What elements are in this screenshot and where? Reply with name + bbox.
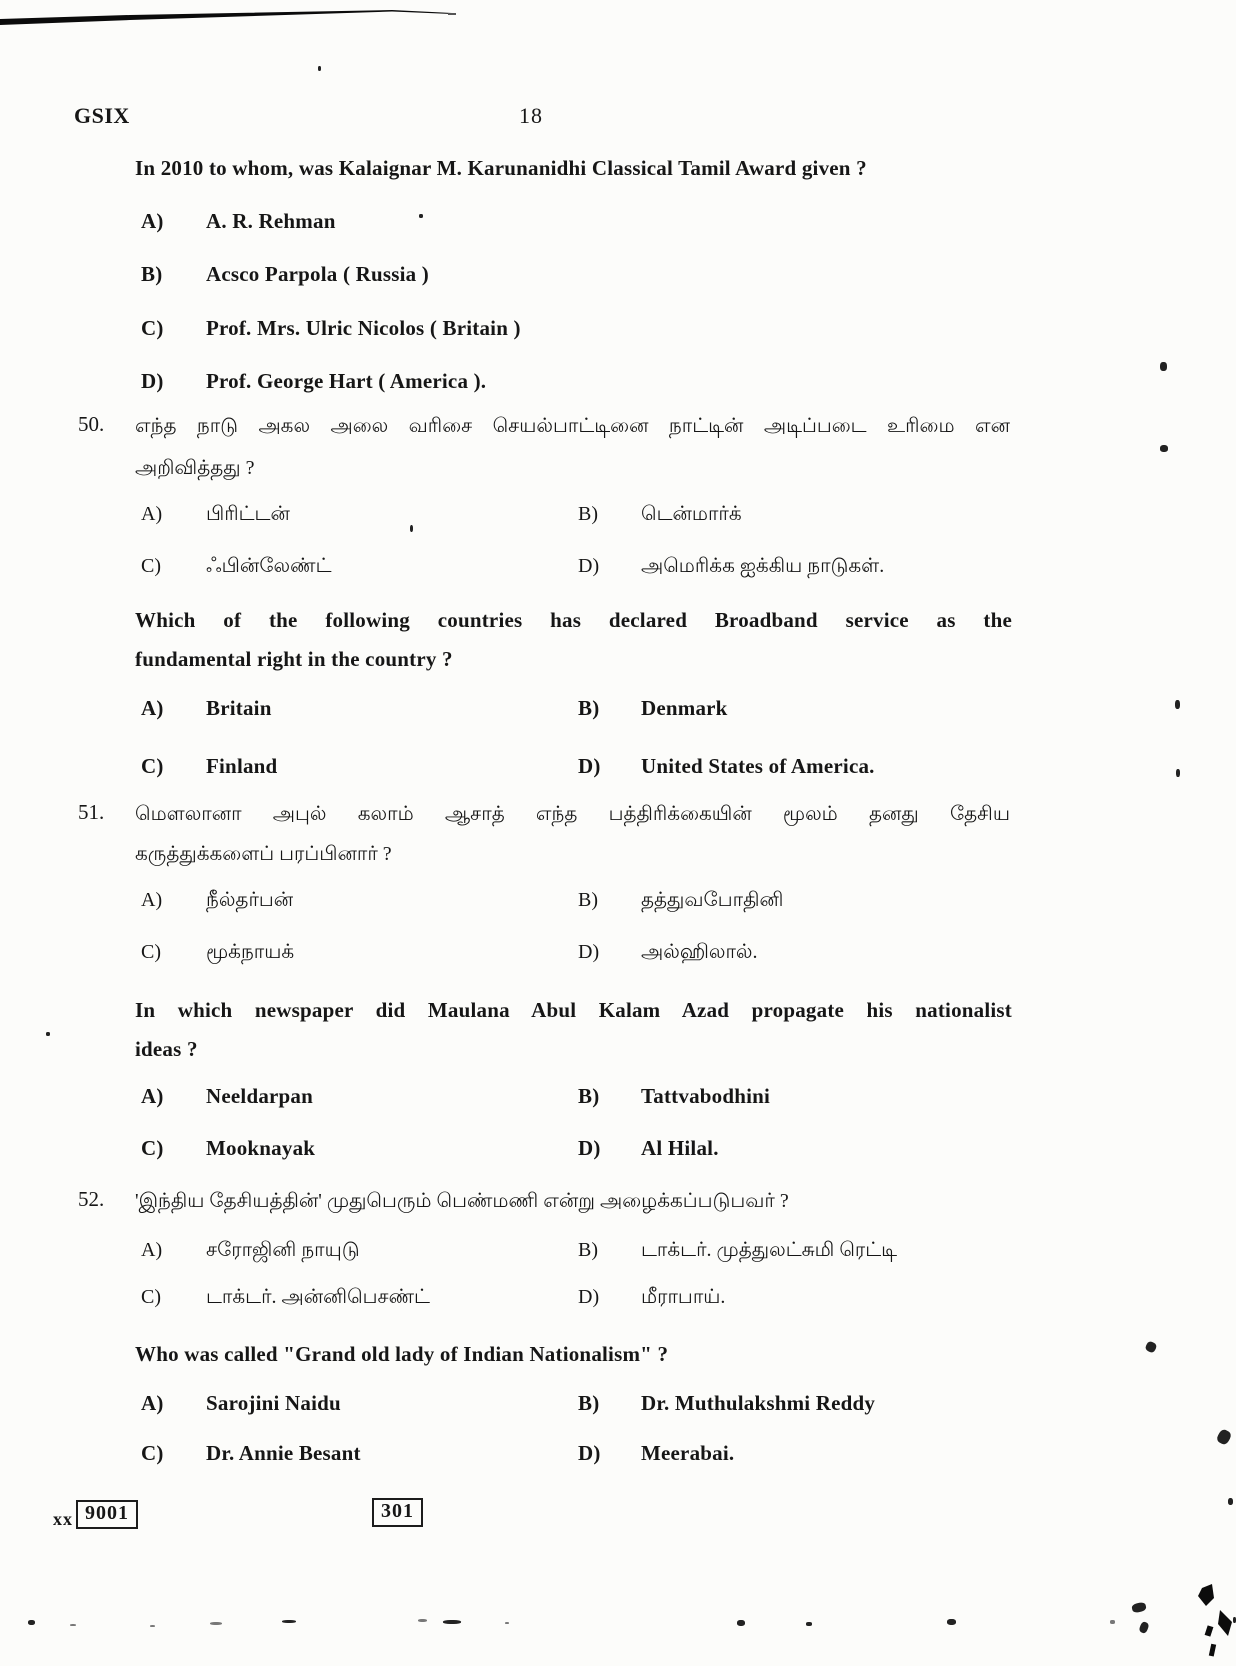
option-text: Prof. George Hart ( America ). bbox=[206, 369, 487, 393]
scan-speck bbox=[419, 214, 423, 218]
option-label: A) bbox=[141, 1239, 163, 1261]
scan-speck bbox=[1110, 1620, 1115, 1624]
option-label: C) bbox=[141, 1286, 161, 1308]
option-text: பிரிட்டன் bbox=[206, 503, 290, 525]
option-label: D) bbox=[578, 1441, 601, 1465]
q50-tamil-option-row-ab bbox=[0, 503, 1236, 537]
option-text: அல்ஹிலால். bbox=[641, 941, 758, 963]
footer-booklet-code-box bbox=[76, 1500, 138, 1529]
q52-english-option-row-ab bbox=[0, 1391, 1236, 1425]
question-51-english-line1: In which newspaper did Maulana Abul Kalam Azad propagate his nationalist bbox=[135, 998, 1012, 1022]
footer-prefix: xx bbox=[53, 1509, 73, 1529]
q51-tamil-option-row-cd bbox=[0, 941, 1236, 975]
option-label: B) bbox=[578, 696, 600, 720]
scan-speck bbox=[282, 1620, 296, 1623]
scan-speck bbox=[70, 1624, 76, 1626]
question-50-tamil-line1: எந்த நாடு அகல அலை வரிசை செயல்பாட்டினை நாட்டின் அடிப்படை உரிமை என bbox=[135, 415, 1010, 437]
option-label: D) bbox=[578, 754, 601, 778]
option-text: ஃபின்லேண்ட் bbox=[206, 555, 332, 577]
scan-speck bbox=[443, 1620, 461, 1624]
option-text: மீராபாய். bbox=[641, 1286, 726, 1308]
question-51-tamil-line1: மௌலானா அபுல் கலாம் ஆசாத் எந்த பத்திரிக்கையின் மூலம் தனது தேசிய bbox=[135, 803, 1010, 825]
option-text: டென்மார்க் bbox=[641, 503, 742, 525]
scan-speck bbox=[1144, 1340, 1157, 1353]
option-text: அமெரிக்க ஐக்கிய நாடுகள். bbox=[641, 555, 885, 577]
option-text: தத்துவபோதினி bbox=[641, 889, 784, 911]
option-label: B) bbox=[578, 1391, 600, 1415]
scan-artifact-top-line bbox=[0, 0, 520, 34]
scan-artifact-blob bbox=[1180, 1580, 1236, 1666]
scan-speck bbox=[947, 1619, 956, 1625]
option-text: Tattvabodhini bbox=[641, 1084, 771, 1108]
option-text: Meerabai. bbox=[641, 1441, 735, 1465]
scan-speck bbox=[150, 1625, 155, 1627]
option-text: United States of America. bbox=[641, 754, 875, 778]
q49-option-row-b bbox=[0, 262, 1236, 296]
scan-speck bbox=[1160, 445, 1168, 452]
option-label: B) bbox=[578, 503, 598, 525]
scan-speck bbox=[1138, 1621, 1149, 1634]
option-text: Mooknayak bbox=[206, 1136, 316, 1160]
footer-booklet-code: 9001 bbox=[76, 1500, 138, 1529]
scan-speck bbox=[28, 1620, 35, 1625]
paper-code: GSIX bbox=[74, 103, 130, 128]
option-text: A. R. Rehman bbox=[206, 209, 336, 233]
scan-speck bbox=[210, 1622, 222, 1625]
q50-english-option-row-cd bbox=[0, 754, 1236, 788]
question-50-english-line1: Which of the following countries has declared Broadband service as the bbox=[135, 608, 1012, 632]
option-label: D) bbox=[578, 555, 600, 577]
option-text: Acsco Parpola ( Russia ) bbox=[206, 262, 429, 286]
scan-speck bbox=[1160, 362, 1167, 371]
q51-english-option-row-cd bbox=[0, 1136, 1236, 1170]
option-label: B) bbox=[578, 1084, 600, 1108]
scan-speck bbox=[46, 1032, 50, 1036]
q51-english-option-row-ab bbox=[0, 1084, 1236, 1118]
option-label: A) bbox=[141, 889, 163, 911]
question-51-tamil-line2: கருத்துக்களைப் பரப்பினார் ? bbox=[135, 843, 392, 865]
option-label: D) bbox=[578, 1286, 600, 1308]
option-text: Finland bbox=[206, 754, 278, 778]
option-label: C) bbox=[141, 1441, 164, 1465]
scan-speck bbox=[318, 66, 321, 71]
scan-speck bbox=[505, 1622, 509, 1624]
option-label: C) bbox=[141, 555, 161, 577]
option-label: A) bbox=[141, 503, 163, 525]
option-label: A) bbox=[141, 1084, 164, 1108]
option-text: Neeldarpan bbox=[206, 1084, 313, 1108]
question-52-tamil-line1: 'இந்திய தேசியத்தின்' முதுபெரும் பெண்மணி என்று அழைக்கப்படுபவர் ? bbox=[135, 1190, 789, 1212]
q49-option-row-a bbox=[0, 209, 1236, 243]
q49-option-row-c bbox=[0, 316, 1236, 350]
option-text: Britain bbox=[206, 696, 272, 720]
scan-speck bbox=[1131, 1602, 1147, 1614]
q50-tamil-option-row-cd bbox=[0, 555, 1236, 589]
q52-tamil-option-row-cd bbox=[0, 1286, 1236, 1320]
option-text: Al Hilal. bbox=[641, 1136, 719, 1160]
footer-center-code-box bbox=[372, 1498, 423, 1527]
footer-center-code: 301 bbox=[372, 1498, 423, 1527]
option-label: D) bbox=[578, 1136, 601, 1160]
scan-speck bbox=[418, 1619, 427, 1622]
question-49-english-text: In 2010 to whom, was Kalaignar M. Karunanidhi Classical Tamil Award given ? bbox=[135, 156, 867, 180]
option-label: C) bbox=[141, 754, 164, 778]
q51-tamil-option-row-ab bbox=[0, 889, 1236, 923]
option-text: மூக்நாயக் bbox=[206, 941, 295, 963]
option-text: டாக்டர். அன்னிபெசண்ட் bbox=[206, 1286, 430, 1308]
option-text: Sarojini Naidu bbox=[206, 1391, 341, 1415]
q50-english-option-row-ab bbox=[0, 696, 1236, 730]
option-label: C) bbox=[141, 1136, 164, 1160]
scan-speck bbox=[410, 525, 413, 532]
question-50-english-line2: fundamental right in the country ? bbox=[135, 647, 453, 671]
option-label: D) bbox=[578, 941, 600, 963]
scan-speck bbox=[1175, 700, 1180, 709]
option-label: D) bbox=[141, 369, 164, 393]
question-51-number: 51. bbox=[78, 800, 105, 824]
option-label: A) bbox=[141, 1391, 164, 1415]
q52-english-option-row-cd bbox=[0, 1441, 1236, 1475]
scan-speck bbox=[1228, 1498, 1233, 1505]
option-label: B) bbox=[141, 262, 163, 286]
option-label: A) bbox=[141, 696, 164, 720]
option-label: B) bbox=[578, 1239, 598, 1261]
option-text: Prof. Mrs. Ulric Nicolos ( Britain ) bbox=[206, 316, 521, 340]
option-text: சரோஜினி நாயுடு bbox=[206, 1239, 360, 1261]
question-51-english-line2: ideas ? bbox=[135, 1037, 198, 1061]
scan-speck bbox=[1176, 769, 1180, 777]
option-label: B) bbox=[578, 889, 598, 911]
q52-tamil-option-row-ab bbox=[0, 1239, 1236, 1273]
question-52-number: 52. bbox=[78, 1187, 105, 1211]
option-label: A) bbox=[141, 209, 164, 233]
option-text: Dr. Muthulakshmi Reddy bbox=[641, 1391, 876, 1415]
q49-option-row-d bbox=[0, 369, 1236, 403]
option-label: C) bbox=[141, 316, 164, 340]
scan-speck bbox=[737, 1620, 745, 1626]
question-50-number: 50. bbox=[78, 412, 105, 436]
option-text: நீல்தர்பன் bbox=[206, 889, 294, 911]
option-text: Denmark bbox=[641, 696, 728, 720]
option-text: டாக்டர். முத்துலட்சுமி ரெட்டி bbox=[641, 1239, 898, 1261]
option-label: C) bbox=[141, 941, 161, 963]
question-50-tamil-line2: அறிவித்தது ? bbox=[135, 457, 255, 479]
option-text: Dr. Annie Besant bbox=[206, 1441, 361, 1465]
page-number: 18 bbox=[519, 103, 543, 128]
question-52-english-line1: Who was called "Grand old lady of Indian Nationalism" ? bbox=[135, 1342, 669, 1366]
scan-speck bbox=[806, 1622, 812, 1626]
